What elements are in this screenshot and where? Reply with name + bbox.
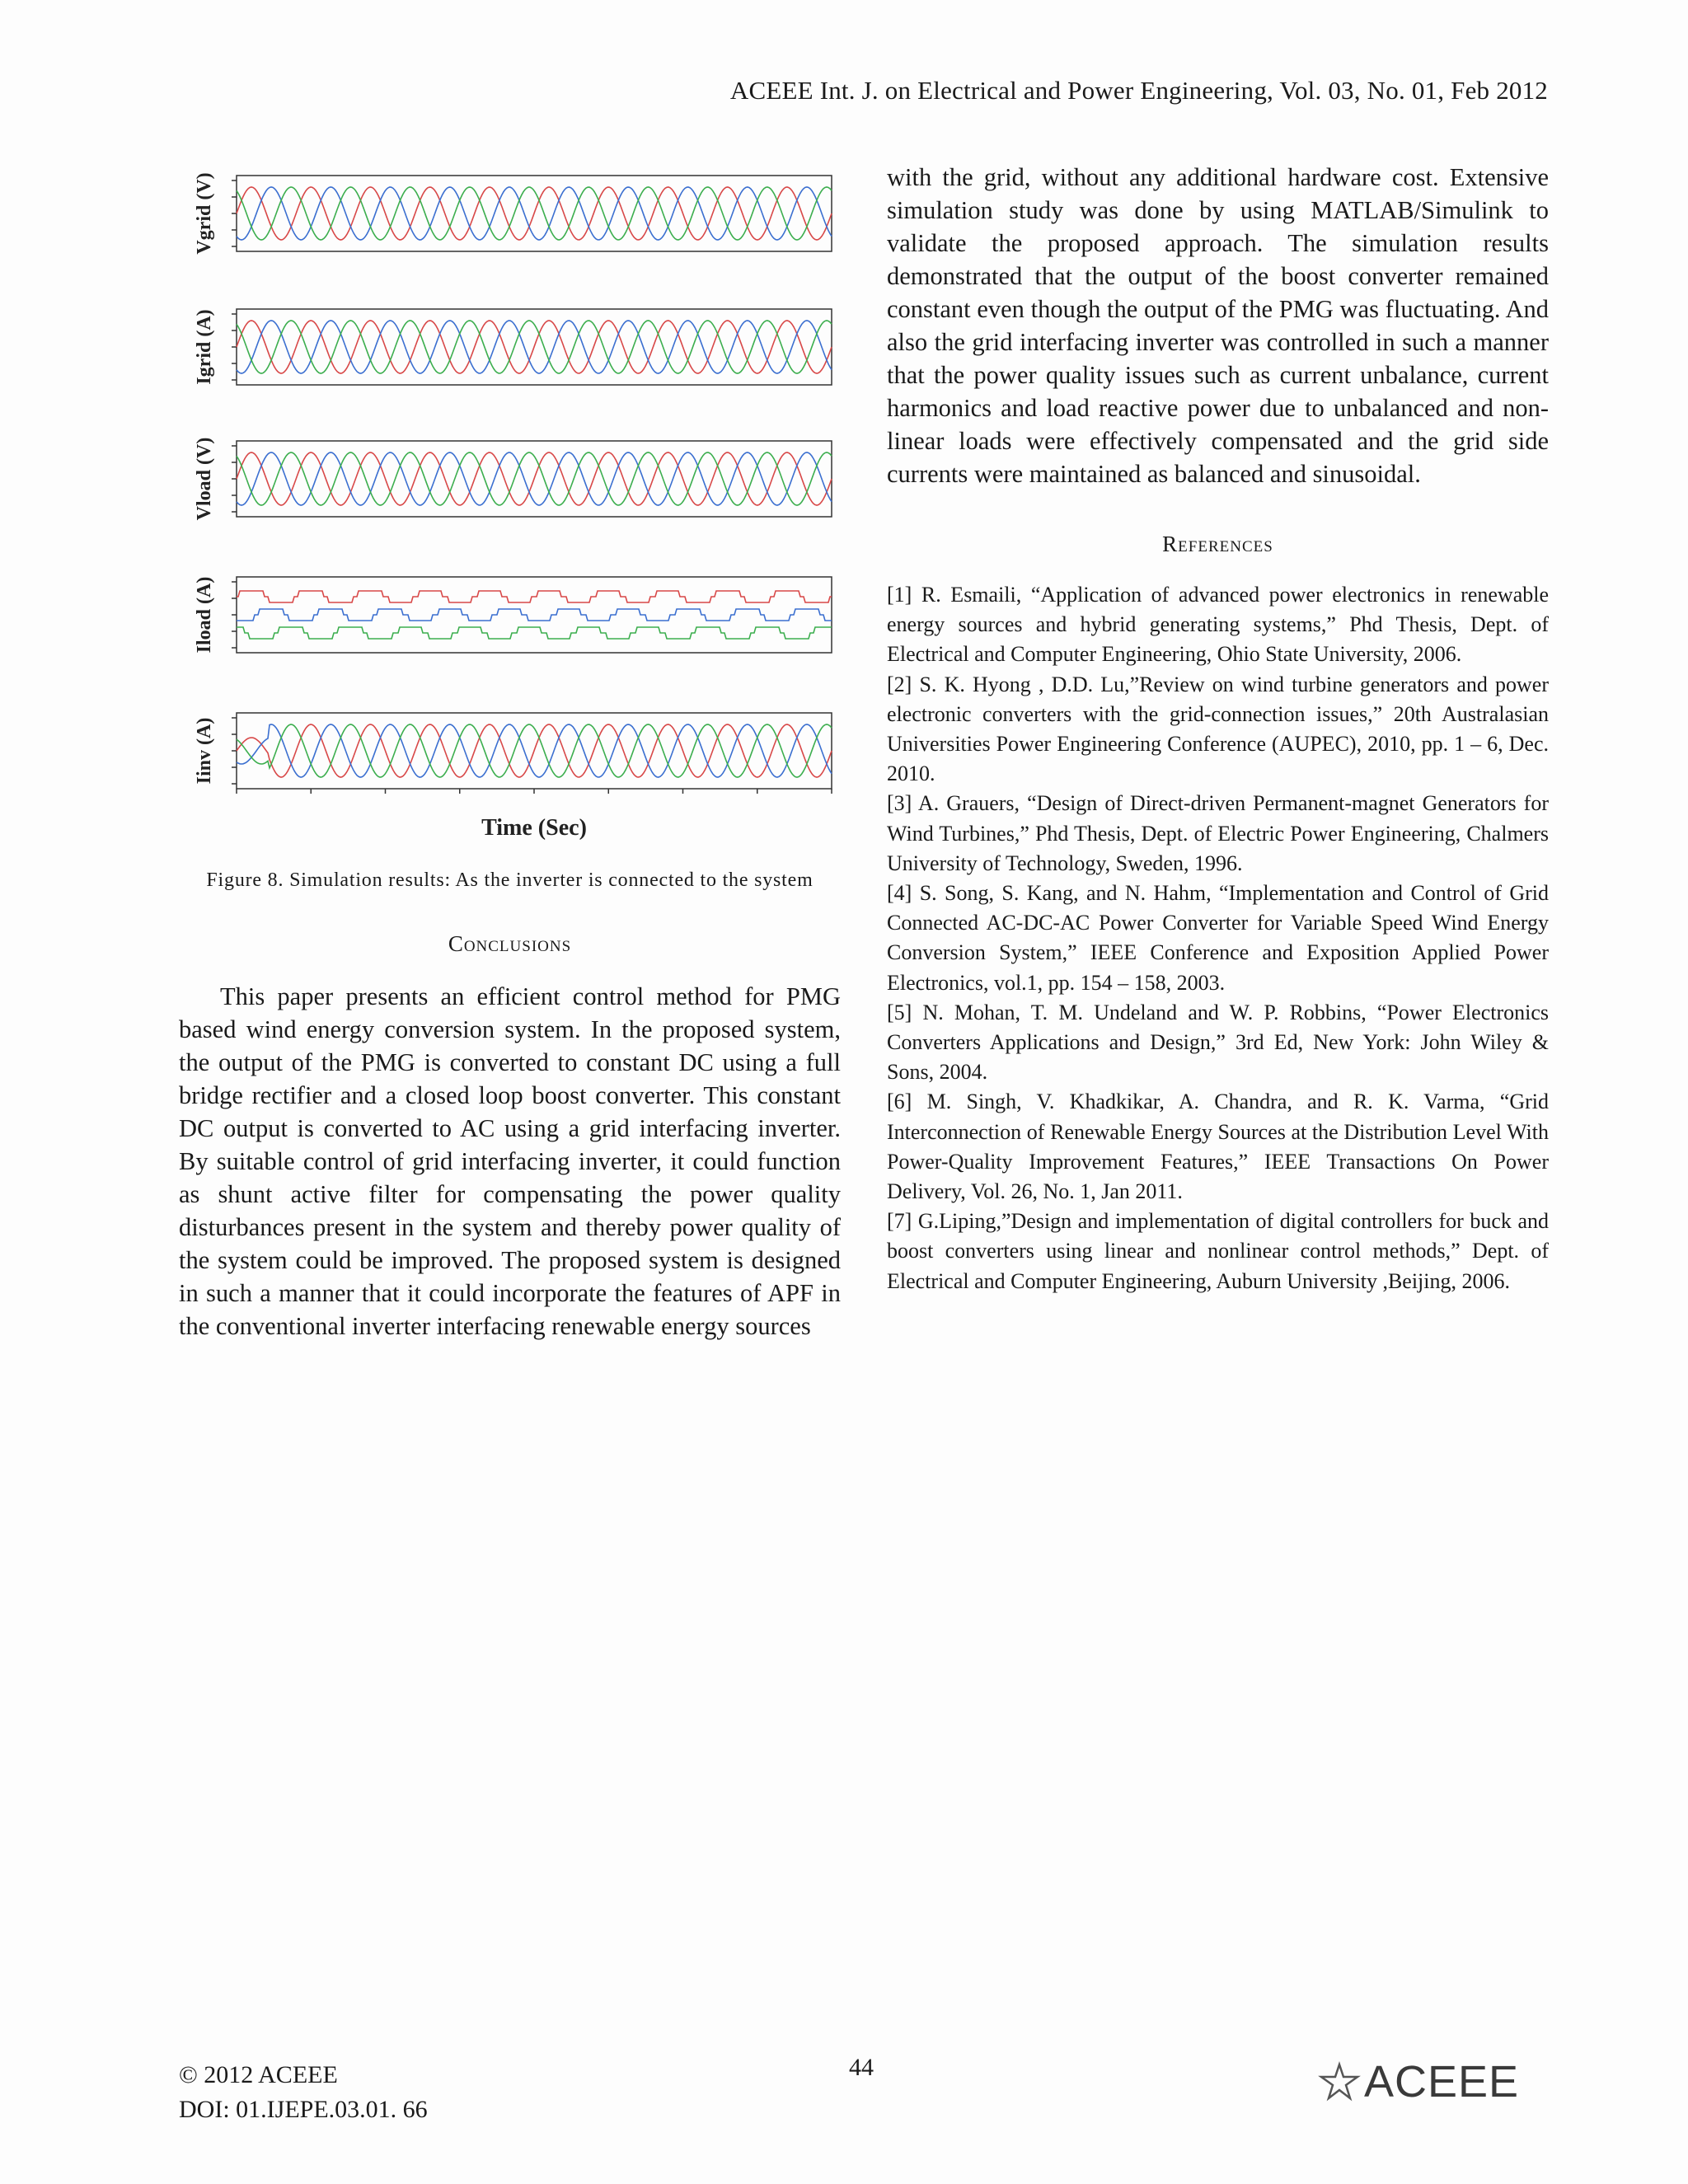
reference-item: [2] S. K. Hyong , D.D. Lu,”Review on wind turbine generators and power electronic converters with the grid-connection issues,” 20th Australasian Universities Power Engineering Conference (AUPEC), 2010, pp. 1 – 6, Dec. 2010. (887, 672, 1549, 786)
figure-caption: Figure 8. Simulation results: As the inverter is connected to the system (206, 869, 814, 891)
conclusions-heading: Conclusions (448, 931, 572, 956)
conclusions-paragraph-2: with the grid, without any additional hardware cost. Extensive simulation study was done by using MATLAB/Simulink to validate the proposed approach. The simulation results demonstrated that the output of the boost converter remained constant even though the output of the PMG was fluctuating. And also the grid interfacing inverter was controlled in such a manner that the power quality issues such as current unbalance, current harmonics and load reactive power due to unbalanced and non-linear loads were effectively compensated and the grid side currents were maintained as balanced and sinusoidal. (887, 163, 1549, 488)
reference-item: [1] R. Esmaili, “Application of advanced power electronics in renewable energy sources and hybrid generating systems,” Phd Thesis, Dept. of Electrical and Computer Engineering, Ohio State University, 2006. (887, 583, 1549, 667)
x-axis-label: Time (Sec) (481, 815, 587, 841)
doi-text: DOI: 01.IJEPE.03.01. 66 (179, 2096, 428, 2123)
reference-item: [4] S. Song, S. Kang, and N. Hahm, “Implementation and Control of Grid Connected AC-DC-AC Power Converter for Variable Speed Wind Energy Conversion System,” IEEE Conference and Exposition Applied Power Electronics, vol.1, pp. 154 – 158, 2003. (887, 881, 1549, 995)
reference-item: [5] N. Mohan, T. M. Undeland and W. P. Robbins, “Power Electronics Converters Applications and Design,” 3rd Ed, New York: John Wiley & Sons, 2004. (887, 1000, 1549, 1085)
references-heading: References (1162, 532, 1273, 556)
figure-8 (179, 161, 841, 857)
aceee-logo (1315, 2056, 1519, 2107)
page-number: 44 (849, 2054, 874, 2081)
reference-item: [3] A. Grauers, “Design of Direct-driven Permanent-magnet Generators for Wind Turbines,” Phd Thesis, Dept. of Electric Power Engineering, Chalmers University of Technology, Sweden, 1996. (887, 791, 1549, 875)
copyright-text: © 2012 ACEEE (179, 2061, 338, 2088)
series-line (237, 591, 832, 602)
reference-item: [7] G.Liping,”Design and implementation of digital controllers for buck and boost converters using linear and nonlinear control methods,” Dept. of Electrical and Computer Engineering, Auburn University ,Beijing, 2006. (887, 1209, 1549, 1293)
star-icon (1315, 2061, 1364, 2102)
journal-header: ACEEE Int. J. on Electrical and Power Engineering, Vol. 03, No. 01, Feb 2012 (729, 76, 1548, 105)
series-line (237, 452, 832, 505)
series-line (237, 187, 832, 240)
conclusions-paragraph-1: This paper presents an efficient control method for PMG based wind energy conversion system. In the proposed system, the output of the PMG is converted to constant DC using a full bridge rectifier and a closed loop boost converter. This constant DC output is converted to AC using a grid interfacing inverter. By suitable control of grid interfacing inverter, it could function as shunt active filter for compensating the power quality disturbances present in the system and thereby power quality of the system could be improved. The proposed system is designed in such a manner that it could incorporate the features of APF in the conventional inverter interfacing renewable energy sources (179, 982, 841, 1340)
series-line (237, 627, 832, 639)
panel-ylabel: Iload (A) (194, 576, 215, 654)
panel-frame (237, 577, 832, 653)
panel-ylabel: Vgrid (V) (194, 172, 215, 255)
reference-item: [6] M. Singh, V. Khadkikar, A. Chandra, and R. K. Varma, “Grid Interconnection of Renewable Energy Sources at the Distribution Level With Power-Quality Improvement Features,” IEEE Transactions On Power Delivery, Vol. 26, No. 1, Jan 2011. (887, 1090, 1549, 1204)
reference-list (887, 580, 1549, 1296)
series-line (237, 609, 832, 621)
series-line (237, 321, 832, 373)
panel-ylabel: Vload (V) (194, 437, 215, 521)
footer-copyright (179, 2058, 428, 2127)
logo-wordmark: ACEEE (1364, 2057, 1520, 2107)
simulation-plots (179, 161, 841, 857)
panel-ylabel: Igrid (A) (194, 309, 215, 385)
left-column (179, 161, 841, 1343)
right-column (887, 161, 1549, 1296)
series-line (237, 724, 832, 777)
panel-ylabel: Iinv (A) (194, 717, 215, 785)
